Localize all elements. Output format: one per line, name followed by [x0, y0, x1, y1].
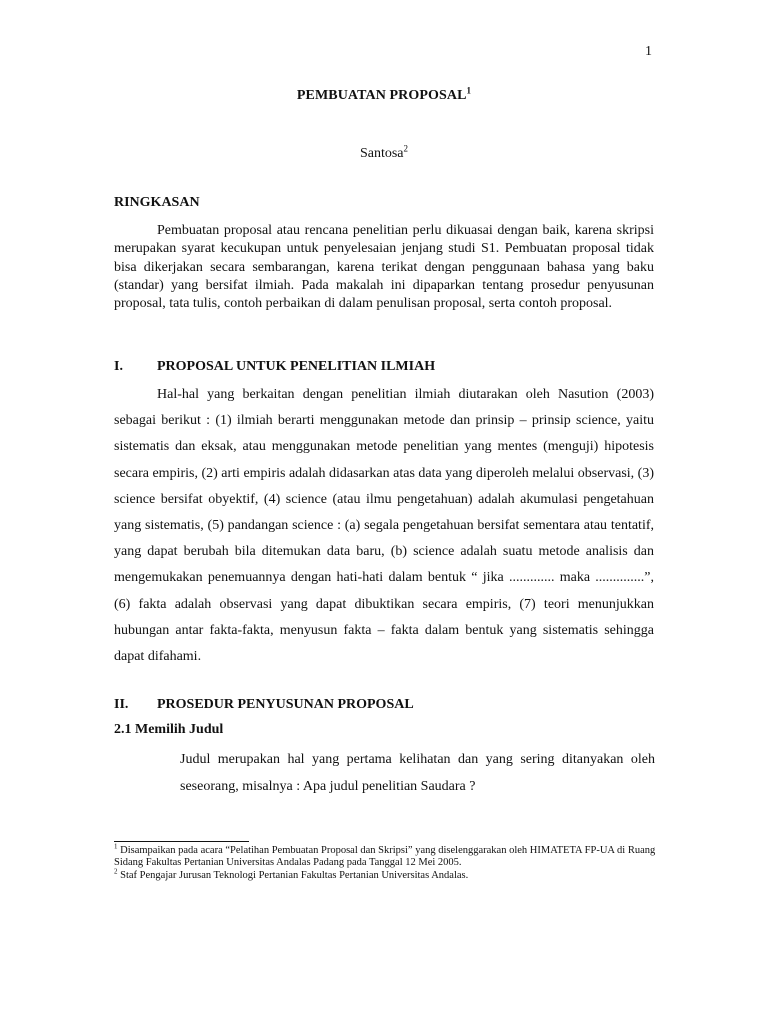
document-title: [0, 85, 768, 104]
section-1-paragraph: Hal-hal yang berkaitan dengan penelitian ilmiah diutarakan oleh Nasution (2003) sebagai berikut : (1) ilmiah berarti menggunakan metode dan prinsip – prinsip science, yaitu sistematis dan eksak, atau menggunakan metode penelitian yang mentes (menguji) hipotesis secara empiris, (2) arti empiris adalah didasarkan atas data yang diperoleh melalui observasi, (3) science bersifat obyektif, (4) science (atau ilmu pengetahuan) adalah akumulasi pengetahuan yang sistematis, (5) pandangan science : (a) segala pengetahuan bersifat sementara atau tentatif, yang dapat berubah bila ditemukan data baru, (b) science adalah suatu metode analisis dan mengemukakan penemuannya dengan hati-hati dalam bentuk “ jika ............. maka ..............”, (6) fakta adalah observasi yang dapat dibuktikan secara empiris, (7) teori menunjukkan hubungan antar fakta-fakta, menyusun fakta – fakta dalam bentuk yang sistematis sehingga dapat difahami.: [114, 387, 654, 665]
ringkasan-paragraph: Pembuatan proposal atau rencana penelitian perlu dikuasai dengan baik, karena skripsi merupakan syarat kecukupan untuk penyelesaian jenjang studi S1. Pembuatan proposal tidak bisa dikerjakan secara sembarangan, karena terikat dengan penggunaan bahasa yang baku (standar) yang bersifat ilmiah. Pada makalah ini dipaparkan tentang prosedur penyusunan proposal, tata tulis, contoh perbaikan di dalam penulisan proposal, serta contoh proposal.: [114, 223, 654, 312]
ringkasan-heading: RINGKASAN: [114, 195, 200, 210]
author-line: [0, 143, 768, 162]
footnotes: [114, 842, 659, 882]
footnote-2-mark: 2: [114, 867, 118, 876]
author-footnote-mark: 2: [403, 143, 409, 154]
footnote-1: [114, 842, 659, 870]
section-2-title: PROSEDUR PENYUSUNAN PROPOSAL: [157, 697, 414, 712]
section-1-title: PROPOSAL UNTUK PENELITIAN ILMIAH: [157, 359, 436, 374]
subsection-2-1-paragraph: Judul merupakan hal yang pertama kelihatan dan yang sering ditanyakan oleh seseorang, misalnya : Apa judul penelitian Saudara ?: [180, 752, 655, 794]
title-text: PEMBUATAN PROPOSAL: [296, 88, 467, 103]
section-2-heading: [114, 697, 414, 713]
footnote-1-mark: 1: [114, 842, 118, 851]
title-footnote-mark: 1: [466, 85, 472, 96]
footnote-2: [114, 867, 659, 882]
subsection-2-1-heading: 2.1 Memilih Judul: [114, 722, 224, 737]
section-1-number: I.: [114, 359, 123, 374]
page-number: 1: [645, 44, 652, 59]
footnote-1-text: Disampaikan pada acara “Pelatihan Pembuatan Proposal dan Skripsi” yang diselenggarakan oleh HIMATETA FP-UA di Ruang Sidang Fakultas Pertanian Universitas Andalas Padang pada Tanggal 12 Mei 2005.: [114, 845, 656, 869]
footnote-2-text: Staf Pengajar Jurusan Teknologi Pertanian Fakultas Pertanian Universitas Andalas.: [117, 869, 469, 881]
footnote-separator: [114, 841, 249, 842]
section-1-heading: [114, 359, 435, 375]
author-name: Santosa: [359, 146, 404, 161]
section-2-number: II.: [114, 697, 129, 712]
